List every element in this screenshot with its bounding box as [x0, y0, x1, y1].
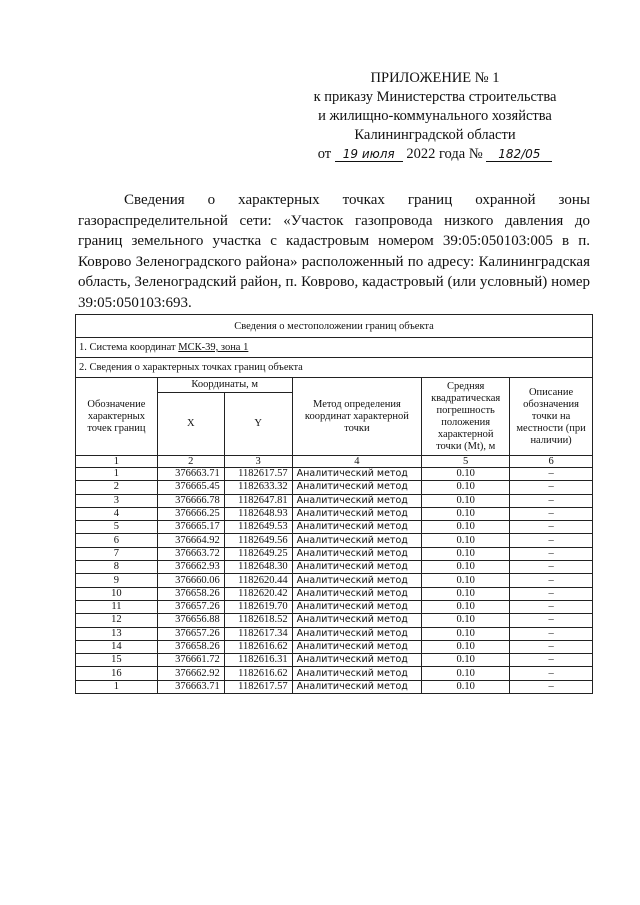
- table-row: [76, 587, 593, 600]
- accuracy-cell: 0.10: [422, 574, 510, 587]
- order-line-1: к приказу Министерства строительства: [313, 89, 557, 105]
- description-cell: –: [510, 587, 593, 600]
- coord-y-cell: 1182619.70: [224, 600, 292, 613]
- method-cell: Аналитический метод: [292, 534, 422, 547]
- column-number: 1: [76, 456, 158, 468]
- header-error: Средняя квадратическая погрешность положения характерной точки (Mt), м: [422, 378, 510, 456]
- point-number-cell: 12: [76, 614, 158, 627]
- description-cell: –: [510, 654, 593, 667]
- accuracy-cell: 0.10: [422, 561, 510, 574]
- boundary-points-table: [75, 314, 593, 694]
- coordinate-system-value: МСК-39, зона 1: [178, 342, 249, 353]
- table-row: [76, 494, 593, 507]
- method-cell: Аналитический метод: [292, 627, 422, 640]
- column-numbers-row: [76, 456, 593, 468]
- table-row: [76, 507, 593, 520]
- coord-y-cell: 1182618.52: [224, 614, 292, 627]
- description-cell: –: [510, 574, 593, 587]
- points-section-title: 2. Сведения о характерных точках границ объекта: [76, 358, 593, 378]
- point-number-cell: 10: [76, 587, 158, 600]
- table-row: [76, 468, 593, 481]
- description-cell: –: [510, 680, 593, 693]
- description-cell: –: [510, 627, 593, 640]
- coord-x-cell: 376665.45: [157, 481, 224, 494]
- method-cell: Аналитический метод: [292, 547, 422, 560]
- order-date-line: [290, 145, 580, 164]
- coord-x-cell: 376666.78: [157, 494, 224, 507]
- accuracy-cell: 0.10: [422, 547, 510, 560]
- header-y: Y: [224, 393, 292, 456]
- column-number: 2: [157, 456, 224, 468]
- description-cell: –: [510, 640, 593, 653]
- point-number-cell: 3: [76, 494, 158, 507]
- coord-x-cell: 376665.17: [157, 521, 224, 534]
- method-cell: Аналитический метод: [292, 654, 422, 667]
- point-number-cell: 8: [76, 561, 158, 574]
- accuracy-cell: 0.10: [422, 680, 510, 693]
- method-cell: Аналитический метод: [292, 600, 422, 613]
- points-rows: [76, 468, 593, 694]
- point-number-cell: 2: [76, 481, 158, 494]
- table-row: [76, 627, 593, 640]
- coord-y-cell: 1182616.31: [224, 654, 292, 667]
- coord-x-cell: 376663.72: [157, 547, 224, 560]
- date-prefix: от: [317, 146, 332, 162]
- table-row: [76, 534, 593, 547]
- point-number-cell: 9: [76, 574, 158, 587]
- header-description: Описание обозначения точки на местности (при наличии): [510, 378, 593, 456]
- point-number-cell: 14: [76, 640, 158, 653]
- coord-y-cell: 1182620.42: [224, 587, 292, 600]
- point-number-cell: 1: [76, 680, 158, 693]
- coord-x-cell: 376657.26: [157, 600, 224, 613]
- description-cell: –: [510, 534, 593, 547]
- header-x: X: [157, 393, 224, 456]
- order-line-3: Калининградской области: [354, 127, 516, 143]
- accuracy-cell: 0.10: [422, 468, 510, 481]
- method-cell: Аналитический метод: [292, 640, 422, 653]
- accuracy-cell: 0.10: [422, 587, 510, 600]
- accuracy-cell: 0.10: [422, 600, 510, 613]
- point-number-cell: 15: [76, 654, 158, 667]
- accuracy-cell: 0.10: [422, 481, 510, 494]
- method-cell: Аналитический метод: [292, 521, 422, 534]
- description-cell: –: [510, 521, 593, 534]
- coord-x-cell: 376658.26: [157, 587, 224, 600]
- table-row: [76, 680, 593, 693]
- method-cell: Аналитический метод: [292, 507, 422, 520]
- coord-x-cell: 376661.72: [157, 654, 224, 667]
- coord-x-cell: 376662.93: [157, 561, 224, 574]
- table-row: [76, 654, 593, 667]
- table-row: [76, 547, 593, 560]
- coord-x-cell: 376657.26: [157, 627, 224, 640]
- point-number-cell: 11: [76, 600, 158, 613]
- order-line-2: и жилищно-коммунального хозяйства: [318, 108, 552, 124]
- description-cell: –: [510, 614, 593, 627]
- method-cell: Аналитический метод: [292, 587, 422, 600]
- point-number-cell: 1: [76, 468, 158, 481]
- handwritten-date: 19 июля: [335, 147, 403, 162]
- table-row: [76, 600, 593, 613]
- coord-y-cell: 1182649.25: [224, 547, 292, 560]
- point-number-cell: 4: [76, 507, 158, 520]
- table-row: [76, 667, 593, 680]
- description-cell: –: [510, 600, 593, 613]
- coord-x-cell: 376656.88: [157, 614, 224, 627]
- column-number: 6: [510, 456, 593, 468]
- method-cell: Аналитический метод: [292, 481, 422, 494]
- method-cell: Аналитический метод: [292, 561, 422, 574]
- coord-x-cell: 376660.06: [157, 574, 224, 587]
- accuracy-cell: 0.10: [422, 494, 510, 507]
- method-cell: Аналитический метод: [292, 494, 422, 507]
- column-number: 3: [224, 456, 292, 468]
- intro-paragraph: Сведения о характерных точках границ охранной зоны газораспределительной сети: «Участок газопровода низкого давления до границ земельного участка с кадастровым номером 39:05:050103:005 в п. Коврово Зеленоградского района» расположенный по адресу: Калининградская область, Зеленоградский район, п. Коврово, кадастровый (или условный) номер 39:05:050103:693.: [78, 192, 590, 311]
- date-suffix: 2022 года №: [406, 146, 483, 162]
- coord-x-cell: 376663.71: [157, 680, 224, 693]
- method-cell: Аналитический метод: [292, 468, 422, 481]
- accuracy-cell: 0.10: [422, 614, 510, 627]
- coord-y-cell: 1182649.53: [224, 521, 292, 534]
- table-row: [76, 521, 593, 534]
- description-cell: –: [510, 561, 593, 574]
- coord-x-cell: 376664.92: [157, 534, 224, 547]
- coord-y-cell: 1182648.93: [224, 507, 292, 520]
- table-row: [76, 614, 593, 627]
- coord-y-cell: 1182647.81: [224, 494, 292, 507]
- accuracy-cell: 0.10: [422, 534, 510, 547]
- coordinate-system-row: [76, 338, 593, 358]
- method-cell: Аналитический метод: [292, 614, 422, 627]
- description-cell: –: [510, 667, 593, 680]
- accuracy-cell: 0.10: [422, 654, 510, 667]
- accuracy-cell: 0.10: [422, 667, 510, 680]
- description-cell: –: [510, 494, 593, 507]
- point-number-cell: 5: [76, 521, 158, 534]
- coord-y-cell: 1182648.30: [224, 561, 292, 574]
- table-row: [76, 561, 593, 574]
- description-cell: –: [510, 481, 593, 494]
- table-row: [76, 574, 593, 587]
- description-cell: –: [510, 507, 593, 520]
- coord-y-cell: 1182620.44: [224, 574, 292, 587]
- coord-y-cell: 1182617.57: [224, 680, 292, 693]
- description-cell: –: [510, 547, 593, 560]
- column-number: 4: [292, 456, 422, 468]
- table-row: [76, 640, 593, 653]
- coord-y-cell: 1182649.56: [224, 534, 292, 547]
- coord-x-cell: 376663.71: [157, 468, 224, 481]
- handwritten-number: 182/05: [486, 147, 552, 162]
- coord-x-cell: 376662.92: [157, 667, 224, 680]
- table-row: [76, 481, 593, 494]
- coordinate-system-label: 1. Система координат: [79, 342, 176, 353]
- accuracy-cell: 0.10: [422, 627, 510, 640]
- column-number: 5: [422, 456, 510, 468]
- appendix-header: [290, 69, 580, 164]
- appendix-title: ПРИЛОЖЕНИЕ № 1: [370, 70, 500, 86]
- coord-y-cell: 1182617.57: [224, 468, 292, 481]
- method-cell: Аналитический метод: [292, 667, 422, 680]
- coord-x-cell: 376658.26: [157, 640, 224, 653]
- coord-x-cell: 376666.25: [157, 507, 224, 520]
- accuracy-cell: 0.10: [422, 640, 510, 653]
- coord-y-cell: 1182616.62: [224, 640, 292, 653]
- description-cell: –: [510, 468, 593, 481]
- accuracy-cell: 0.10: [422, 521, 510, 534]
- accuracy-cell: 0.10: [422, 507, 510, 520]
- method-cell: Аналитический метод: [292, 574, 422, 587]
- coord-y-cell: 1182633.32: [224, 481, 292, 494]
- method-cell: Аналитический метод: [292, 680, 422, 693]
- point-number-cell: 6: [76, 534, 158, 547]
- point-number-cell: 16: [76, 667, 158, 680]
- point-number-cell: 13: [76, 627, 158, 640]
- coord-y-cell: 1182617.34: [224, 627, 292, 640]
- header-point: Обозначение характерных точек границ: [76, 378, 158, 456]
- point-number-cell: 7: [76, 547, 158, 560]
- coord-y-cell: 1182616.62: [224, 667, 292, 680]
- header-coords: Координаты, м: [157, 378, 292, 393]
- table-title: Сведения о местоположении границ объекта: [76, 315, 593, 338]
- header-method: Метод определения координат характерной точки: [292, 378, 422, 456]
